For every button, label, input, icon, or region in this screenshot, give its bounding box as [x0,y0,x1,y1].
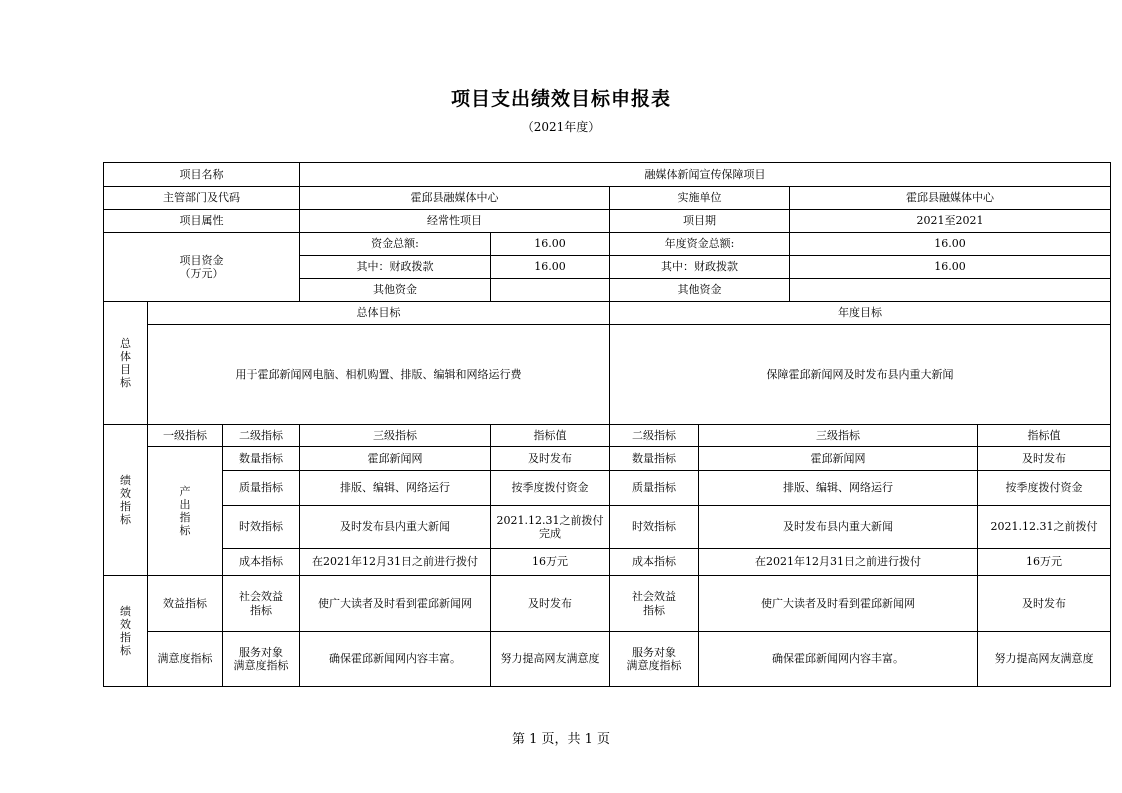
output-value: 按季度拨付资金 [491,471,610,506]
period-label: 项目期 [610,210,790,233]
output-l3-annual: 及时发布县内重大新闻 [699,506,978,549]
satisfaction-value-annual: 努力提高网友满意度 [978,632,1111,687]
benefit-l2: 社会效益 指标 [223,576,300,632]
benefit-l1: 效益指标 [148,576,223,632]
benefit-value: 及时发布 [491,576,610,632]
output-l2: 成本指标 [223,549,300,576]
impl-unit-label: 实施单位 [610,187,790,210]
annual-other-value [790,279,1111,302]
annual-fiscal-value: 16.00 [790,256,1111,279]
other-funds-label: 其他资金 [300,279,491,302]
attr-value: 经常性项目 [300,210,610,233]
indicator-side-label-2 [104,576,148,687]
satisfaction-l1: 满意度指标 [148,632,223,687]
header-level3: 三级指标 [300,425,491,447]
indicator-side-label [104,425,148,576]
annual-fiscal-label: 其中：财政拨款 [610,256,790,279]
annual-goal-text: 保障霍邱新闻网及时发布县内重大新闻 [610,325,1111,425]
output-l3: 及时发布县内重大新闻 [300,506,491,549]
project-name-row [104,163,1111,187]
header-value: 指标值 [491,425,610,447]
output-l2: 数量指标 [223,447,300,471]
page-title: 项目支出绩效目标申报表 [450,88,671,110]
goals-header-row [104,302,1111,325]
output-value-annual: 按季度拨付资金 [978,471,1111,506]
satisfaction-value: 努力提高网友满意度 [491,632,610,687]
table-row [104,632,1111,687]
output-l2-annual: 成本指标 [610,549,699,576]
total-funds-label: 资金总额: [300,233,491,256]
other-funds-value [491,279,610,302]
indicator-header-row [104,425,1111,447]
output-indicator-label [148,447,223,576]
header-level3-annual: 三级指标 [699,425,978,447]
annual-goal-header: 年度目标 [610,302,1111,325]
table-row [104,471,1111,506]
dept-value: 霍邱县融媒体中心 [300,187,610,210]
funds-total-row [104,233,1111,256]
attr-label: 项目属性 [104,210,300,233]
output-value-annual: 及时发布 [978,447,1111,471]
annual-total-label: 年度资金总额: [610,233,790,256]
header-value-annual: 指标值 [978,425,1111,447]
table-row [104,549,1111,576]
output-l3: 排版、编辑、网络运行 [300,471,491,506]
output-value: 2021.12.31之前拨付完成 [491,506,610,549]
overall-goal-text: 用于霍邱新闻网电脑、相机购置、排版、编辑和网络运行费 [148,325,610,425]
fiscal-funds-label: 其中：财政拨款 [300,256,491,279]
benefit-l2-annual: 社会效益 指标 [610,576,699,632]
table-row [104,506,1111,549]
satisfaction-l2-annual: 服务对象 满意度指标 [610,632,699,687]
output-l3-annual: 在2021年12月31日之前进行拨付 [699,549,978,576]
output-value: 及时发布 [491,447,610,471]
attribute-row [104,210,1111,233]
output-l2: 时效指标 [223,506,300,549]
header-level2: 二级指标 [223,425,300,447]
funds-label-line1: 项目资金 [179,253,224,267]
benefit-value-annual: 及时发布 [978,576,1111,632]
output-l3: 在2021年12月31日之前进行拨付 [300,549,491,576]
benefit-l3-annual: 使广大读者及时看到霍邱新闻网 [699,576,978,632]
output-value: 16万元 [491,549,610,576]
table-row [104,447,1111,471]
overall-goal-side-text: 总 体 目 标 [120,336,131,390]
project-name-label: 项目名称 [104,163,300,187]
funds-label-line2: （万元） [179,267,224,280]
indicator-side-text-2: 绩 效 指 标 [120,604,131,658]
output-l2: 质量指标 [223,471,300,506]
output-l3-annual: 霍邱新闻网 [699,447,978,471]
fiscal-funds-value: 16.00 [491,256,610,279]
output-l2-annual: 质量指标 [610,471,699,506]
department-row [104,187,1111,210]
project-name-value: 融媒体新闻宣传保障项目 [300,163,1111,187]
output-l3: 霍邱新闻网 [300,447,491,471]
overall-goal-header: 总体目标 [148,302,610,325]
satisfaction-l2: 服务对象 满意度指标 [223,632,300,687]
period-value: 2021至2021 [790,210,1111,233]
performance-goal-table [103,162,1111,687]
annual-other-label: 其他资金 [610,279,790,302]
funds-label [104,233,300,302]
output-l3-annual: 排版、编辑、网络运行 [699,471,978,506]
impl-unit-value: 霍邱县融媒体中心 [790,187,1111,210]
output-l2-annual: 数量指标 [610,447,699,471]
goals-content-row [104,325,1111,425]
indicator-side-text: 绩 效 指 标 [120,473,131,527]
dept-label: 主管部门及代码 [104,187,300,210]
header-level1: 一级指标 [148,425,223,447]
annual-total-value: 16.00 [790,233,1111,256]
output-indicator-text: 产 出 指 标 [179,484,191,538]
satisfaction-l3-annual: 确保霍邱新闻网内容丰富。 [699,632,978,687]
output-l2-annual: 时效指标 [610,506,699,549]
overall-goal-side-label [104,302,148,425]
header-level2-annual: 二级指标 [610,425,699,447]
output-value-annual: 2021.12.31之前拨付 [978,506,1111,549]
page-subtitle: （2021年度） [521,120,601,134]
table-row [104,576,1111,632]
output-value-annual: 16万元 [978,549,1111,576]
satisfaction-l3: 确保霍邱新闻网内容丰富。 [300,632,491,687]
benefit-l3: 使广大读者及时看到霍邱新闻网 [300,576,491,632]
page-footer: 第 1 页，共 1 页 [511,732,611,747]
total-funds-value: 16.00 [491,233,610,256]
